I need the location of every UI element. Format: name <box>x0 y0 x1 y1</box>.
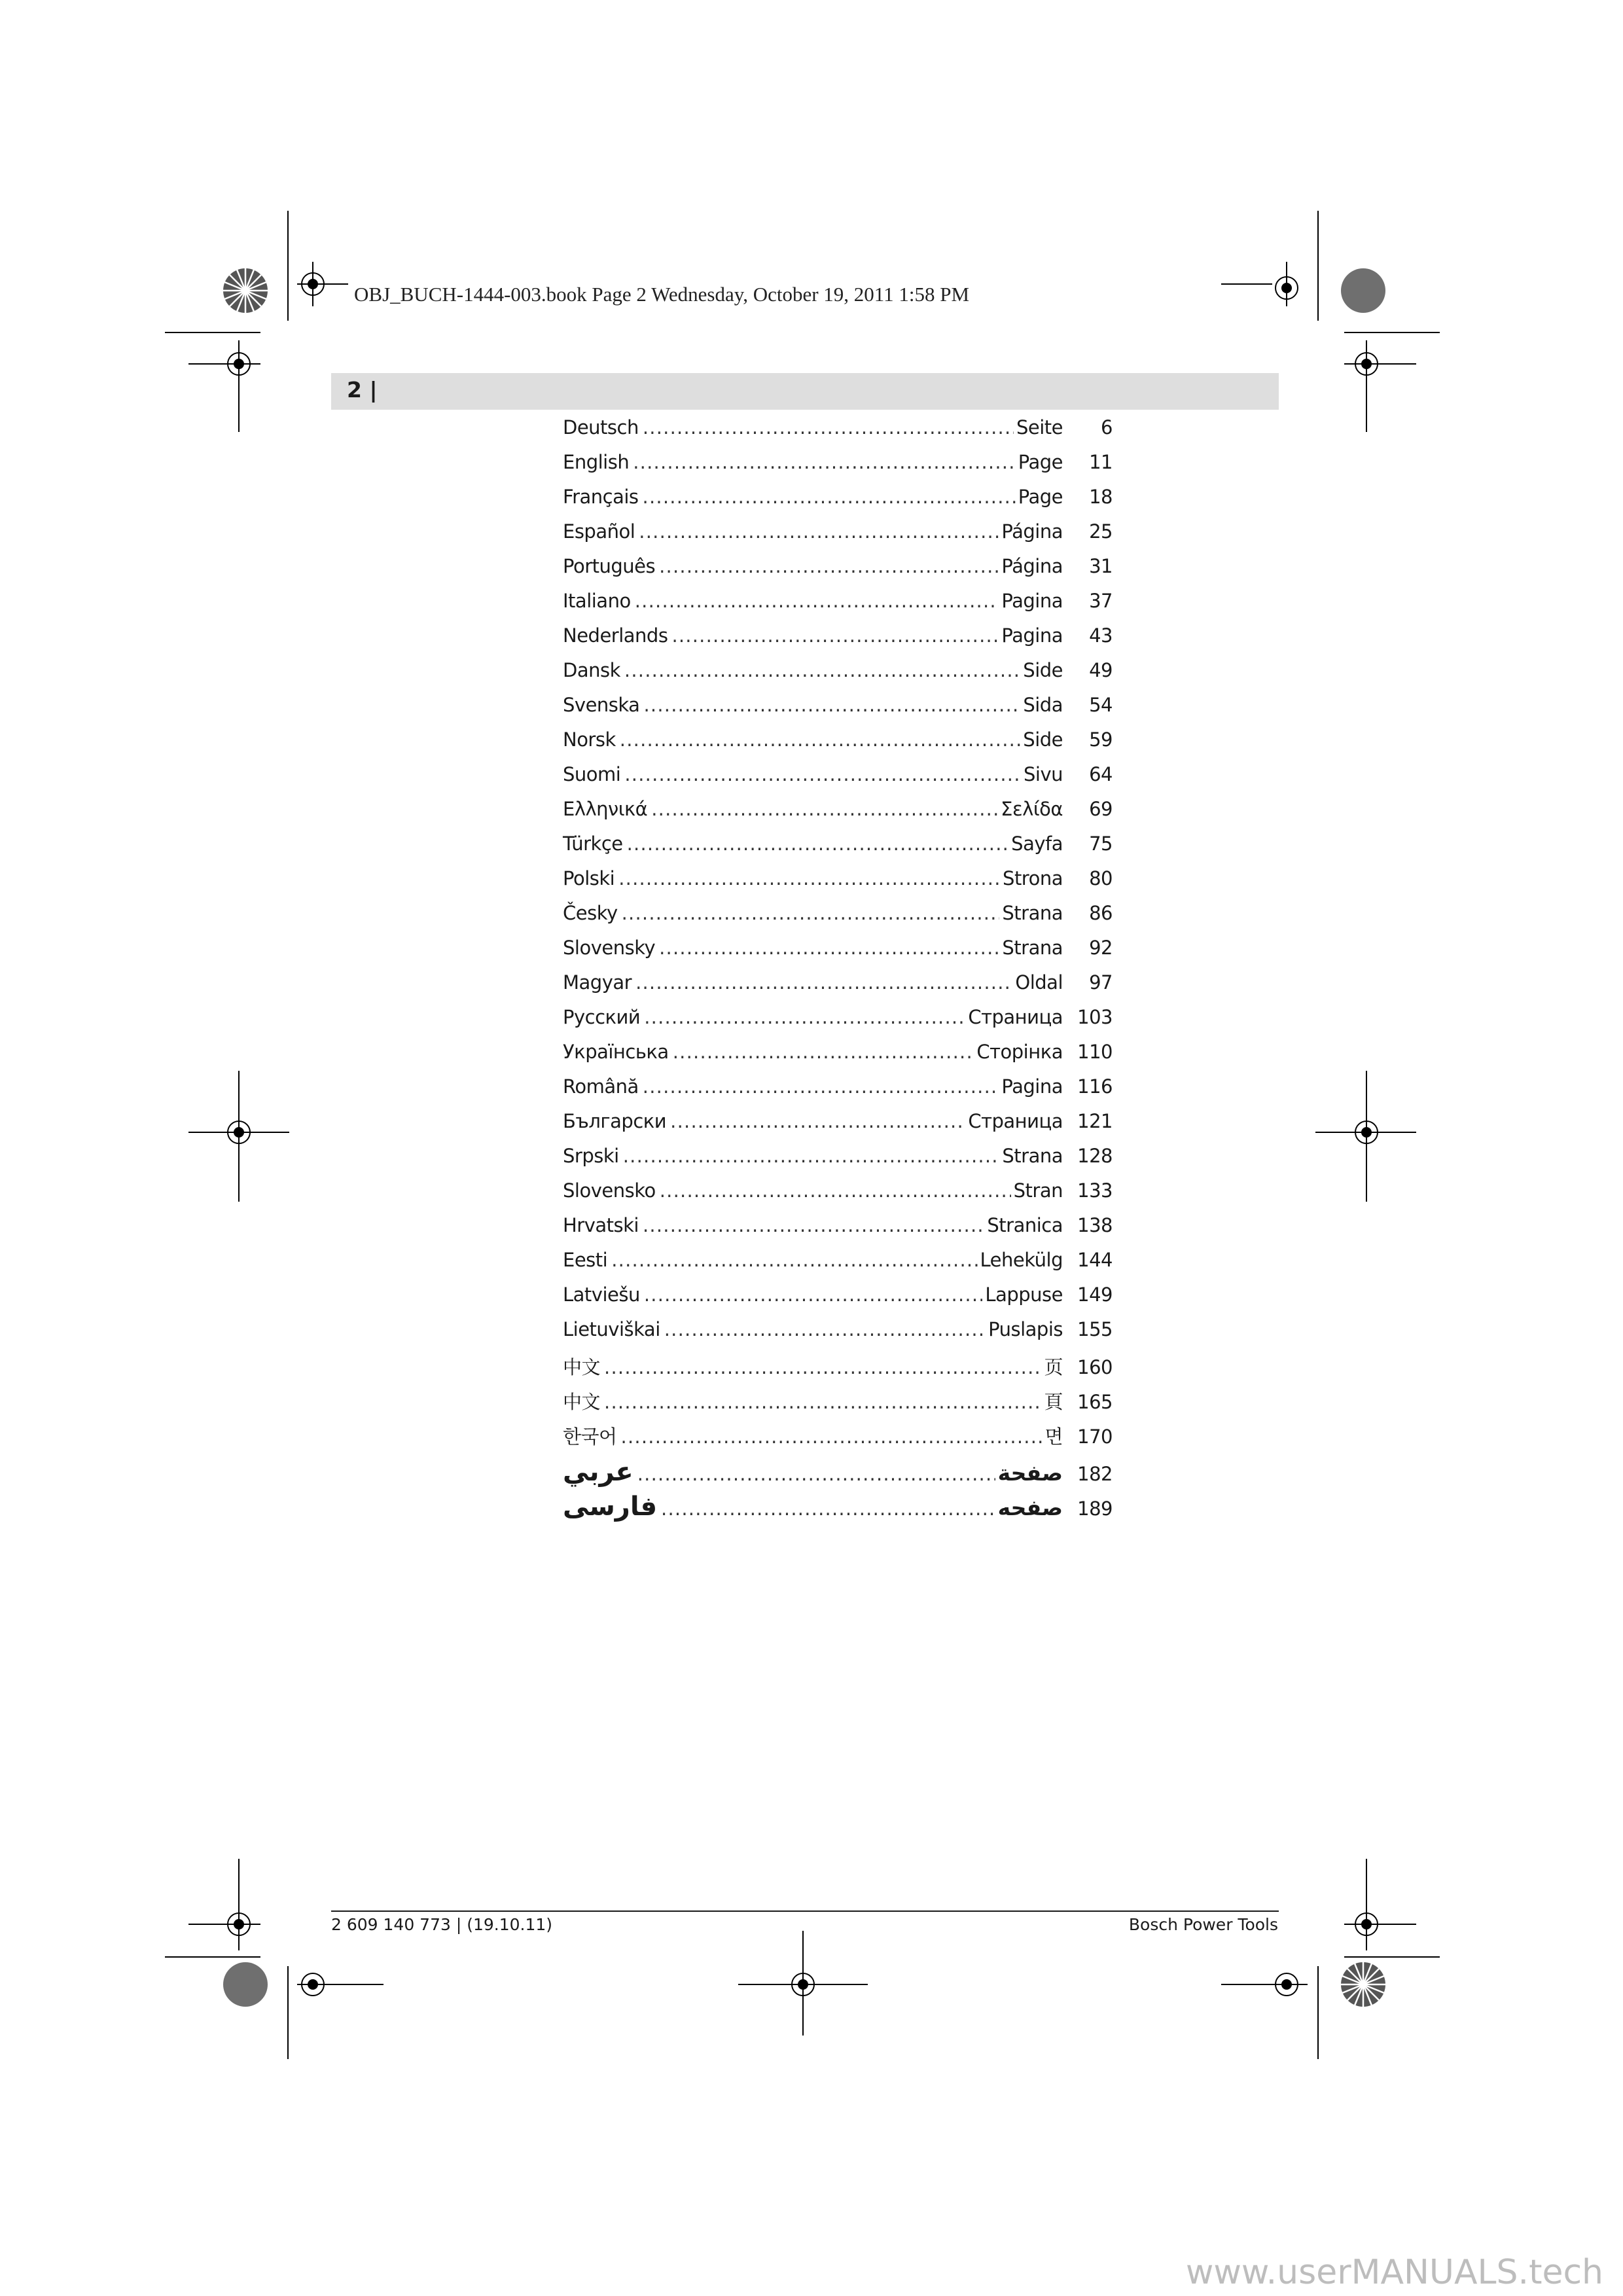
toc-leader <box>644 1006 965 1028</box>
toc-leader <box>624 659 1020 681</box>
toc-page-number: 97 <box>1089 971 1113 994</box>
toc-language: Français <box>563 486 639 508</box>
toc-page-word: Pagina <box>1001 624 1063 647</box>
toc-page-word: Side <box>1023 659 1063 681</box>
toc-row[interactable] <box>563 1249 1113 1283</box>
crosshair-icon <box>1221 1966 1318 2059</box>
toc-language: Türkçe <box>563 833 623 855</box>
toc-language: Latviešu <box>563 1283 640 1306</box>
toc-row[interactable] <box>563 798 1113 833</box>
toc-row[interactable] <box>563 694 1113 728</box>
toc-page-word: Strana <box>1002 937 1063 959</box>
footer-brand: Bosch Power Tools <box>1128 1915 1278 1934</box>
toc-leader <box>664 1318 986 1340</box>
toc-page-number: 54 <box>1089 694 1113 716</box>
toc-language: Eesti <box>563 1249 608 1271</box>
toc-row[interactable] <box>563 1075 1113 1110</box>
toc-page-number: 11 <box>1089 451 1113 473</box>
toc-page-number: 149 <box>1077 1283 1113 1306</box>
toc-page-number: 170 <box>1077 1426 1113 1448</box>
toc-language: Nederlands <box>563 624 668 647</box>
toc-page-word: Strana <box>1002 902 1063 924</box>
toc-language: فارسی <box>563 1492 658 1522</box>
toc-leader <box>659 555 999 577</box>
toc-page-number: 133 <box>1077 1179 1113 1202</box>
toc-leader <box>611 1249 977 1271</box>
toc-page-number: 75 <box>1089 833 1113 855</box>
toc-row[interactable] <box>563 659 1113 694</box>
print-slug: OBJ_BUCH-1444-003.book Page 2 Wednesday, October 19, 2011 1:58 PM <box>354 283 970 306</box>
toc-page-number: 189 <box>1077 1498 1113 1520</box>
toc-language: Română <box>563 1075 639 1098</box>
toc-page-word: Сторінка <box>976 1041 1063 1063</box>
toc-language: English <box>563 451 630 473</box>
toc-leader <box>643 486 1016 508</box>
toc-row[interactable] <box>563 520 1113 555</box>
toc-row[interactable] <box>563 902 1113 937</box>
toc-row[interactable] <box>563 590 1113 624</box>
toc-page-word: صفحة <box>997 1460 1063 1486</box>
toc-language: Español <box>563 520 635 543</box>
toc-row[interactable] <box>563 1110 1113 1145</box>
toc-leader <box>633 451 1016 473</box>
toc-page-number: 49 <box>1089 659 1113 681</box>
toc-language: Dansk <box>563 659 620 681</box>
print-marks-bottom <box>0 1846 1623 2081</box>
crosshair-icon <box>1344 1859 1440 1957</box>
toc-page-word: Stran <box>1013 1179 1063 1202</box>
toc-row[interactable] <box>563 763 1113 798</box>
toc-page-word: 면 <box>1044 1426 1063 1448</box>
toc-page-number: 86 <box>1089 902 1113 924</box>
toc-page-number: 165 <box>1077 1391 1113 1413</box>
toc-page-number: 110 <box>1077 1041 1113 1063</box>
toc-page-word: Sivu <box>1023 763 1063 785</box>
toc-page-number: 18 <box>1089 486 1113 508</box>
toc-row[interactable] <box>563 416 1113 451</box>
toc-page-word: Pagina <box>1001 590 1063 612</box>
toc-row[interactable] <box>563 451 1113 486</box>
page-number: 2 | <box>347 377 378 403</box>
toc-language: عربي <box>563 1457 633 1487</box>
toc-row[interactable] <box>563 555 1113 590</box>
toc-page-number: 144 <box>1077 1249 1113 1271</box>
toc-page-word: Strana <box>1002 1145 1063 1167</box>
toc-page-number: 6 <box>1101 416 1113 439</box>
toc-leader <box>622 902 1000 924</box>
toc-language: Slovensky <box>563 937 656 959</box>
toc-language: Polski <box>563 867 615 889</box>
crosshair-icon <box>288 1966 383 2059</box>
toc-row[interactable] <box>563 833 1113 867</box>
toc-leader <box>635 971 1012 994</box>
toc-language: Български <box>563 1110 667 1132</box>
toc-leader <box>659 937 999 959</box>
toc-leader <box>604 1356 1041 1378</box>
toc-row[interactable] <box>563 1283 1113 1318</box>
toc-language: Ελληνικά <box>563 798 648 820</box>
toc-page-number: 182 <box>1077 1463 1113 1485</box>
toc-leader <box>639 520 999 543</box>
toc-page-word: Pagina <box>1001 1075 1063 1098</box>
toc-leader <box>637 1463 995 1485</box>
toc-page-word: Seite <box>1016 416 1063 439</box>
crosshair-icon <box>165 332 260 432</box>
toc-page-number: 25 <box>1089 520 1113 543</box>
toc-leader <box>604 1391 1041 1413</box>
toc-page-word: 页 <box>1044 1356 1063 1378</box>
toc-row[interactable] <box>563 1179 1113 1214</box>
toc-page-number: 37 <box>1089 590 1113 612</box>
toc-row[interactable] <box>563 1353 1113 1388</box>
toc-language: Português <box>563 555 656 577</box>
toc-row[interactable] <box>563 728 1113 763</box>
toc-page-number: 155 <box>1077 1318 1113 1340</box>
toc-row[interactable] <box>563 1214 1113 1249</box>
toc-page-word: Oldal <box>1015 971 1063 994</box>
toc-leader <box>643 416 1014 439</box>
toc-row[interactable] <box>563 1041 1113 1075</box>
crosshair-icon <box>288 211 348 321</box>
toc-row[interactable] <box>563 1145 1113 1179</box>
toc-row[interactable] <box>563 1318 1113 1353</box>
toc-row[interactable] <box>563 867 1113 902</box>
toc-language: Magyar <box>563 971 632 994</box>
toc-row[interactable] <box>563 971 1113 1006</box>
toc-page-word: Stranica <box>987 1214 1063 1236</box>
toc-page-number: 31 <box>1089 555 1113 577</box>
sunburst-icon <box>1341 1962 1385 2007</box>
toc-language: Hrvatski <box>563 1214 639 1236</box>
toc-language: Русский <box>563 1006 641 1028</box>
toc-language: 中文 <box>563 1356 601 1378</box>
toc-language: Suomi <box>563 763 621 785</box>
sunburst-icon <box>223 268 268 313</box>
toc-language: Svenska <box>563 694 640 716</box>
toc-page-word: Side <box>1023 728 1063 751</box>
crosshair-icon <box>1344 332 1440 432</box>
toc-leader <box>643 694 1020 716</box>
watermark: www.userMANUALS.tech <box>1185 2253 1603 2292</box>
toc-row[interactable] <box>563 1006 1113 1041</box>
toc-row[interactable] <box>563 1422 1113 1457</box>
crosshair-icon <box>165 1859 260 1957</box>
toc-page-word: Página <box>1001 555 1063 577</box>
toc-page-number: 138 <box>1077 1214 1113 1236</box>
gray-dot-icon <box>223 1962 268 2007</box>
toc-leader <box>661 1498 995 1520</box>
toc-leader <box>670 1110 965 1132</box>
toc-page-word: صفحه <box>997 1495 1063 1520</box>
crosshair-icon <box>188 1071 289 1202</box>
toc-page-word: Sida <box>1023 694 1063 716</box>
toc-row[interactable] <box>563 1388 1113 1422</box>
toc-page-number: 64 <box>1089 763 1113 785</box>
toc-page-number: 128 <box>1077 1145 1113 1167</box>
toc-page-number: 69 <box>1089 798 1113 820</box>
toc-leader <box>624 763 1021 785</box>
toc-leader <box>627 833 1009 855</box>
toc-language: Srpski <box>563 1145 619 1167</box>
toc-page-word: Puslapis <box>988 1318 1063 1340</box>
toc-page-word: Strona <box>1003 867 1063 889</box>
toc-page-number: 59 <box>1089 728 1113 751</box>
toc-page-number: 116 <box>1077 1075 1113 1098</box>
toc-leader <box>671 624 999 647</box>
toc-language: 한국어 <box>563 1426 617 1448</box>
toc-page-number: 80 <box>1089 867 1113 889</box>
toc-language: Norsk <box>563 728 616 751</box>
toc-leader <box>635 590 999 612</box>
toc-leader <box>644 1283 983 1306</box>
toc-leader <box>651 798 998 820</box>
toc-language: Slovensko <box>563 1179 656 1202</box>
toc-page-number: 103 <box>1077 1006 1113 1028</box>
crosshair-icon <box>1315 1071 1416 1202</box>
toc-leader <box>643 1214 984 1236</box>
toc-leader <box>620 728 1021 751</box>
toc-row[interactable] <box>563 486 1113 520</box>
toc-page-word: Lehekülg <box>980 1249 1063 1271</box>
toc-language: Česky <box>563 902 618 924</box>
toc-page-number: 92 <box>1089 937 1113 959</box>
toc-row[interactable] <box>563 937 1113 971</box>
toc-page-number: 121 <box>1077 1110 1113 1132</box>
toc-language: Deutsch <box>563 416 639 439</box>
toc-page-word: Страница <box>968 1110 1063 1132</box>
toc-language: Italiano <box>563 590 631 612</box>
toc-leader <box>623 1145 1000 1167</box>
toc-page-word: Σελίδα <box>1001 798 1063 820</box>
toc-page-word: Страница <box>968 1006 1063 1028</box>
toc-leader <box>621 1426 1043 1448</box>
toc-page-word: Page <box>1018 486 1063 508</box>
toc-page-word: Lappuse <box>985 1283 1063 1306</box>
crosshair-icon <box>738 1931 868 2036</box>
toc-page-number: 43 <box>1089 624 1113 647</box>
crosshair-icon <box>1221 211 1318 321</box>
toc-page-word: Page <box>1018 451 1063 473</box>
toc-leader <box>660 1179 1011 1202</box>
gray-dot-icon <box>1341 268 1385 313</box>
toc-page-word: Página <box>1001 520 1063 543</box>
toc-leader <box>618 867 1000 889</box>
toc-page-word: 頁 <box>1044 1391 1063 1413</box>
toc-page-number: 160 <box>1077 1356 1113 1378</box>
page-header-band <box>331 373 1279 410</box>
toc-row[interactable] <box>563 624 1113 659</box>
toc-language: Lietuviškai <box>563 1318 660 1340</box>
toc-page-word: Sayfa <box>1011 833 1063 855</box>
toc-row[interactable] <box>563 1457 1113 1492</box>
toc-leader <box>643 1075 999 1098</box>
toc-language: Українська <box>563 1041 669 1063</box>
footer-document-number: 2 609 140 773 | (19.10.11) <box>331 1915 553 1934</box>
toc-leader <box>673 1041 974 1063</box>
toc-language: 中文 <box>563 1391 601 1413</box>
table-of-contents <box>563 416 1113 1526</box>
toc-row[interactable] <box>563 1492 1113 1526</box>
